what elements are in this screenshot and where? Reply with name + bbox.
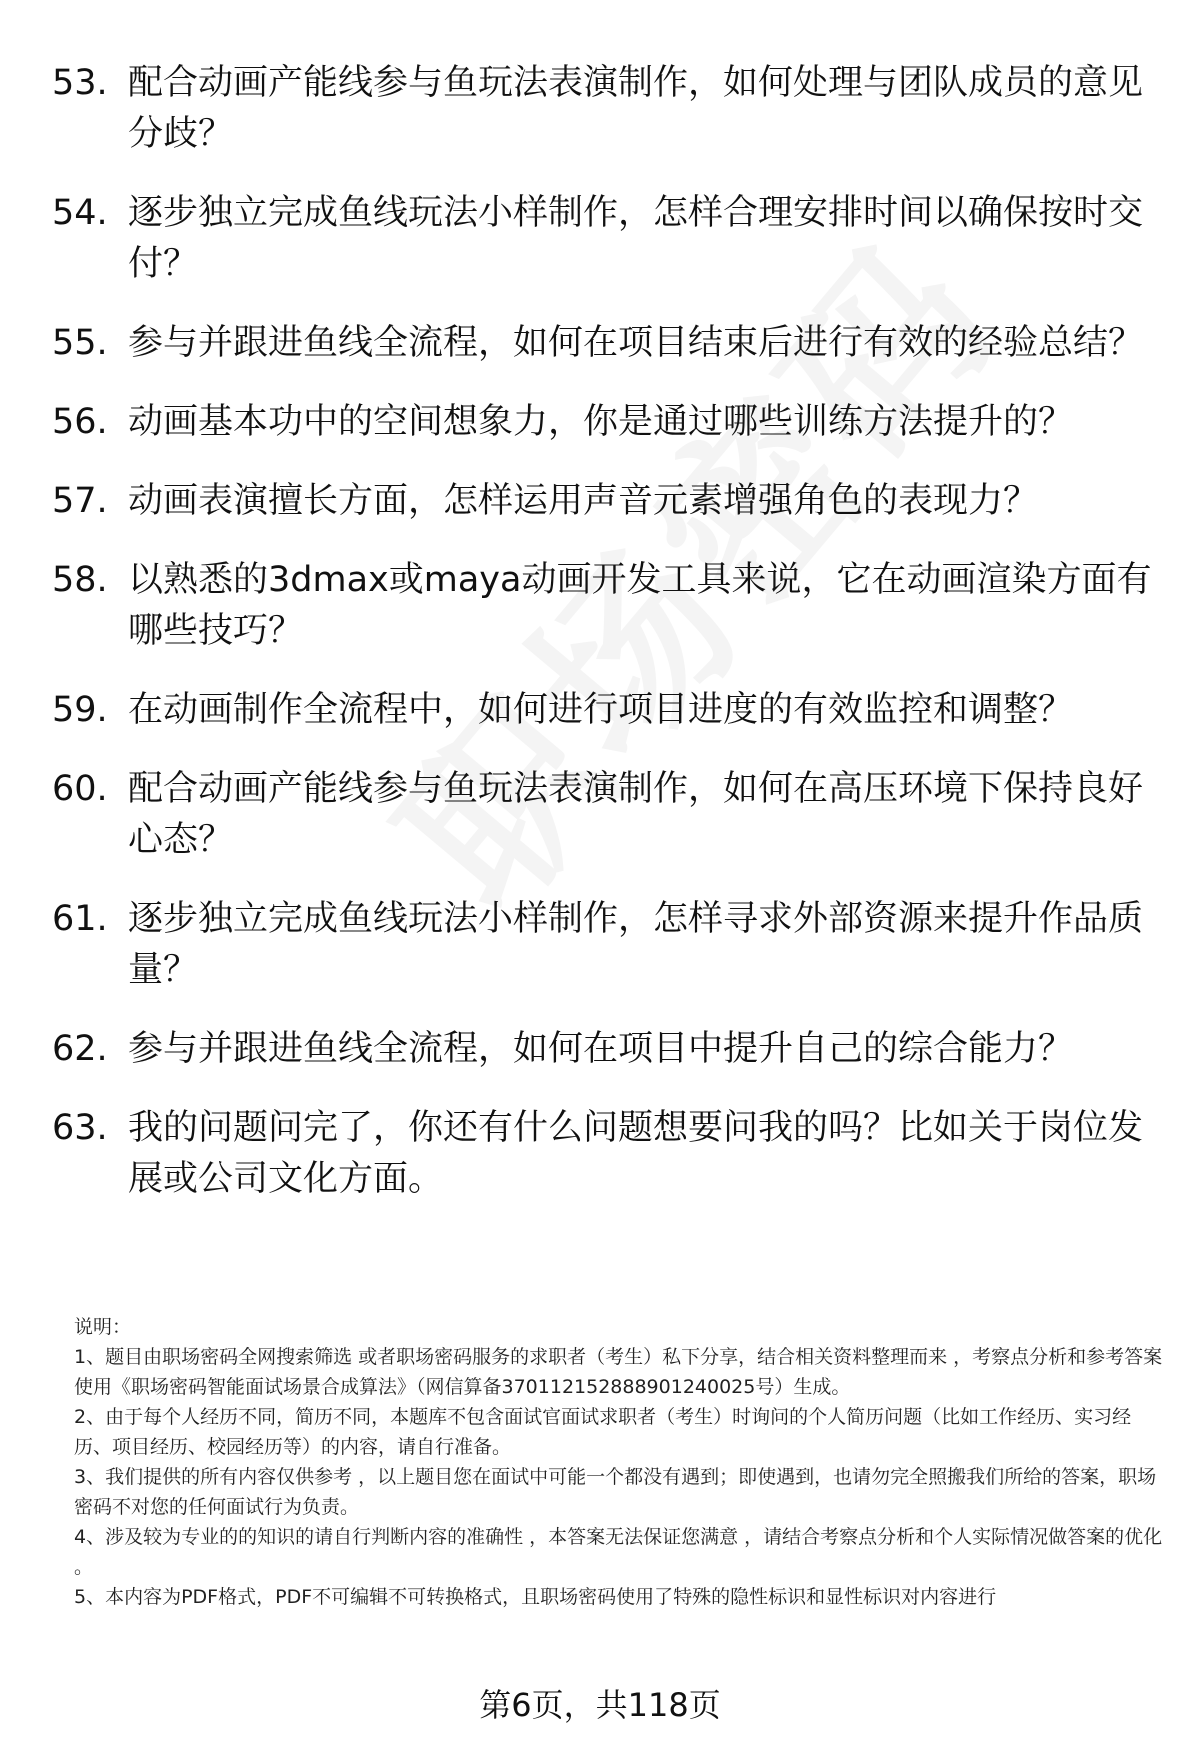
question-item	[52, 894, 1152, 996]
question-text: 参与并跟进鱼线全流程，如何在项目结束后进行有效的经验总结？	[128, 323, 1144, 363]
notes-section	[74, 1312, 1164, 1612]
question-number: 56.	[52, 402, 108, 442]
question-number: 58.	[52, 560, 108, 600]
question-text: 以熟悉的3dmax或maya动画开发工具来说，它在动画渲染方面有哪些技巧？	[128, 560, 1152, 651]
question-number: 62.	[52, 1029, 108, 1069]
question-text: 逐步独立完成鱼线玩法小样制作，怎样寻求外部资源来提升作品质量？	[128, 899, 1144, 990]
note-item: 5、本内容为PDF格式，PDF不可编辑不可转换格式，且职场密码使用了特殊的隐性标识和显性标识对内容进行	[74, 1586, 997, 1608]
question-text: 配合动画产能线参与鱼玩法表演制作，如何在高压环境下保持良好心态？	[128, 769, 1144, 860]
question-item	[52, 764, 1152, 866]
question-number: 55.	[52, 323, 108, 363]
page-number: 第6页，共118页	[479, 1686, 721, 1724]
question-number: 53.	[52, 63, 108, 103]
question-item	[52, 1024, 1152, 1075]
question-text: 逐步独立完成鱼线玩法小样制作，怎样合理安排时间以确保按时交付？	[128, 193, 1144, 284]
question-item	[52, 397, 1152, 448]
question-text: 动画基本功中的空间想象力，你是通过哪些训练方法提升的？	[128, 402, 1074, 442]
question-number: 63.	[52, 1108, 108, 1148]
notes-title: 说明：	[74, 1316, 132, 1338]
question-item	[52, 555, 1152, 657]
question-item	[52, 318, 1152, 369]
note-item: 1、题目由职场密码全网搜索筛选 或者职场密码服务的求职者（考生）私下分享，结合相关资料整理而来 ，考察点分析和参考答案使用《职场密码智能面试场景合成算法》（网信算备370112152888901240025号）生成。	[74, 1346, 1163, 1398]
note-item: 3、我们提供的所有内容仅供参考 ，以上题目您在面试中可能一个都没有遇到；即使遇到，也请勿完全照搬我们所给的答案，职场密码不对您的任何面试行为负责。	[74, 1466, 1157, 1518]
question-number: 59.	[52, 690, 108, 730]
question-item	[52, 1103, 1152, 1205]
note-item: 4、涉及较为专业的的知识的请自行判断内容的准确性 ，本答案无法保证您满意 ，请结合考察点分析和个人实际情况做答案的优化 。	[74, 1526, 1163, 1578]
note-item: 2、由于每个人经历不同，简历不同，本题库不包含面试官面试求职者（考生）时询问的个人简历问题（比如工作经历、实习经历、项目经历、校园经历等）的内容，请自行准备。	[74, 1406, 1132, 1458]
question-number: 61.	[52, 899, 108, 939]
question-text: 我的问题问完了，你还有什么问题想要问我的吗？比如关于岗位发展或公司文化方面。	[128, 1108, 1144, 1199]
question-number: 60.	[52, 769, 108, 809]
question-item	[52, 685, 1152, 736]
question-text: 动画表演擅长方面，怎样运用声音元素增强角色的表现力？	[128, 481, 1039, 521]
question-text: 参与并跟进鱼线全流程，如何在项目中提升自己的综合能力？	[128, 1029, 1074, 1069]
question-list	[52, 58, 1152, 1233]
question-number: 54.	[52, 193, 108, 233]
question-item	[52, 58, 1152, 160]
question-item	[52, 476, 1152, 527]
question-item	[52, 188, 1152, 290]
question-text: 在动画制作全流程中，如何进行项目进度的有效监控和调整？	[128, 690, 1074, 730]
question-text: 配合动画产能线参与鱼玩法表演制作，如何处理与团队成员的意见分歧？	[128, 63, 1144, 154]
question-number: 57.	[52, 481, 108, 521]
